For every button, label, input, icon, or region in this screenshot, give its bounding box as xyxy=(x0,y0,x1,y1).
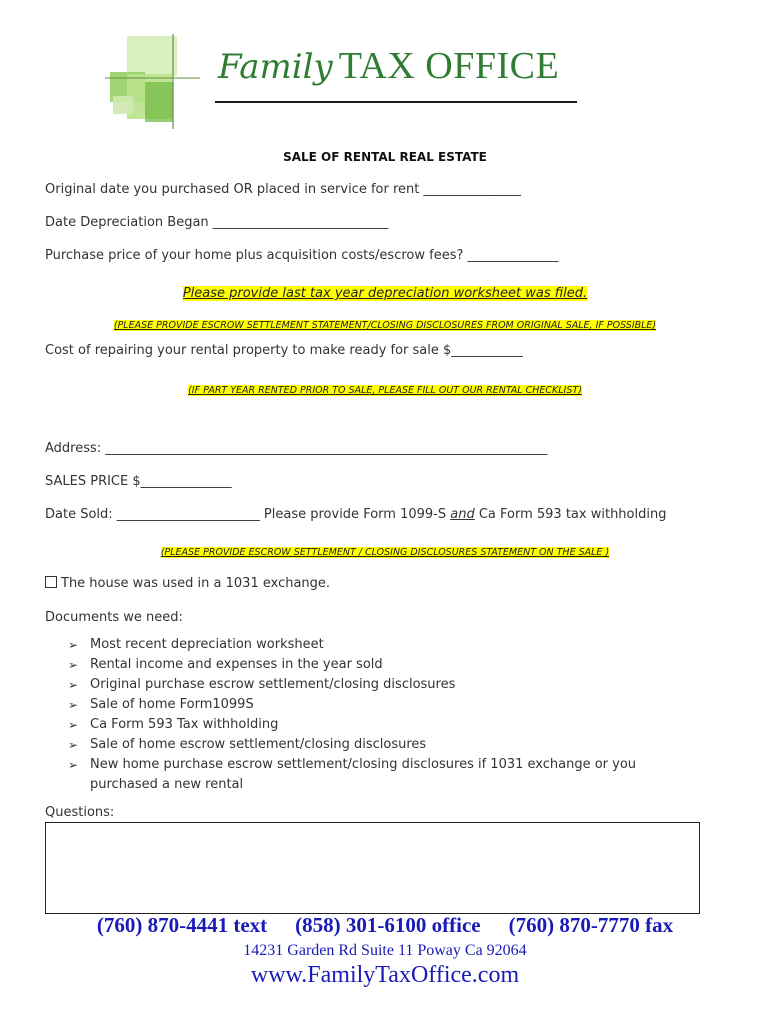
date-sold-text: Date Sold: ______________________ Please provide Form 1099-S xyxy=(45,507,451,522)
sales-price-field[interactable]: SALES PRICE $______________ xyxy=(45,474,232,489)
logo-main-word: TAX OFFICE xyxy=(338,45,560,87)
list-item: ➢ Ca Form 593 Tax withholding xyxy=(68,715,668,735)
questions-textbox[interactable] xyxy=(45,822,700,914)
date-sold-and: and xyxy=(450,507,475,522)
exchange-checkbox-row[interactable] xyxy=(45,576,330,591)
escrow-sale-text: (PLEASE PROVIDE ESCROW SETTLEMENT / CLOSING DISCLOSURES STATEMENT ON THE SALE ) xyxy=(160,547,610,558)
logo-script-word: Family xyxy=(218,47,333,87)
depreciation-worksheet-text: Please provide last tax year depreciation worksheet was filed. xyxy=(182,286,588,301)
purchase-price-field[interactable]: Purchase price of your home plus acquisition costs/escrow fees? ______________ xyxy=(45,248,559,263)
checkbox-icon[interactable] xyxy=(45,576,57,588)
list-item: ➢ New home purchase escrow settlement/closing disclosures if 1031 exchange or you purchased a new rental xyxy=(68,757,637,792)
arrow-bullet-icon: ➢ xyxy=(68,738,79,752)
exchange-checkbox-label: The house was used in a 1031 exchange. xyxy=(61,576,331,591)
documents-list xyxy=(68,635,668,795)
list-item: ➢ Sale of home escrow settlement/closing disclosures xyxy=(68,735,668,755)
original-date-field[interactable]: Original date you purchased OR placed in service for rent _______________ xyxy=(45,182,521,197)
address-field[interactable]: Address: ____________________________________________________________________ xyxy=(45,441,548,456)
escrow-sale-note xyxy=(0,540,770,559)
date-sold-text-end: Ca Form 593 tax withholding xyxy=(474,507,667,522)
escrow-original-text: (PLEASE PROVIDE ESCROW SETTLEMENT STATEMENT/CLOSING DISCLOSURES FROM ORIGINAL SALE, IF POSSIBLE) xyxy=(113,320,657,331)
documents-heading: Documents we need: xyxy=(45,610,183,625)
arrow-bullet-icon: ➢ xyxy=(68,638,79,652)
arrow-bullet-icon: ➢ xyxy=(68,758,79,772)
list-item: ➢ Original purchase escrow settlement/closing disclosures xyxy=(68,675,668,695)
logo-underline xyxy=(215,101,577,103)
questions-label: Questions: xyxy=(45,805,115,820)
depreciation-began-field[interactable]: Date Depreciation Began ___________________________ xyxy=(45,215,389,230)
footer-address: 14231 Garden Rd Suite 11 Poway Ca 92064 xyxy=(243,942,527,959)
list-item: ➢ Sale of home Form1099S xyxy=(68,695,668,715)
footer-phones xyxy=(0,913,770,938)
list-item: ➢ Rental income and expenses in the year sold xyxy=(68,655,668,675)
list-item: ➢ Most recent depreciation worksheet xyxy=(68,635,668,655)
arrow-bullet-icon: ➢ xyxy=(68,718,79,732)
phone-fax[interactable]: (760) 870-7770 fax xyxy=(508,913,674,937)
rental-checklist-text: (IF PART YEAR RENTED PRIOR TO SALE, PLEASE FILL OUT OUR RENTAL CHECKLIST) xyxy=(188,385,582,396)
arrow-bullet-icon: ➢ xyxy=(68,678,79,692)
rental-checklist-note xyxy=(0,378,770,397)
escrow-original-note xyxy=(0,313,770,332)
phone-text[interactable]: (760) 870-4441 text xyxy=(96,913,268,937)
phone-office[interactable]: (858) 301-6100 office xyxy=(295,913,481,937)
cost-repairing-field[interactable]: Cost of repairing your rental property to make ready for sale $___________ xyxy=(45,343,523,358)
logo-graphic xyxy=(105,34,200,129)
footer-website-link[interactable]: www.FamilyTaxOffice.com xyxy=(250,962,520,988)
date-sold-field[interactable] xyxy=(45,507,666,522)
logo-wordmark xyxy=(218,44,559,88)
arrow-bullet-icon: ➢ xyxy=(68,658,79,672)
form-title: SALE OF RENTAL REAL ESTATE xyxy=(283,150,487,164)
arrow-bullet-icon: ➢ xyxy=(68,698,79,712)
depreciation-worksheet-note xyxy=(0,282,770,301)
